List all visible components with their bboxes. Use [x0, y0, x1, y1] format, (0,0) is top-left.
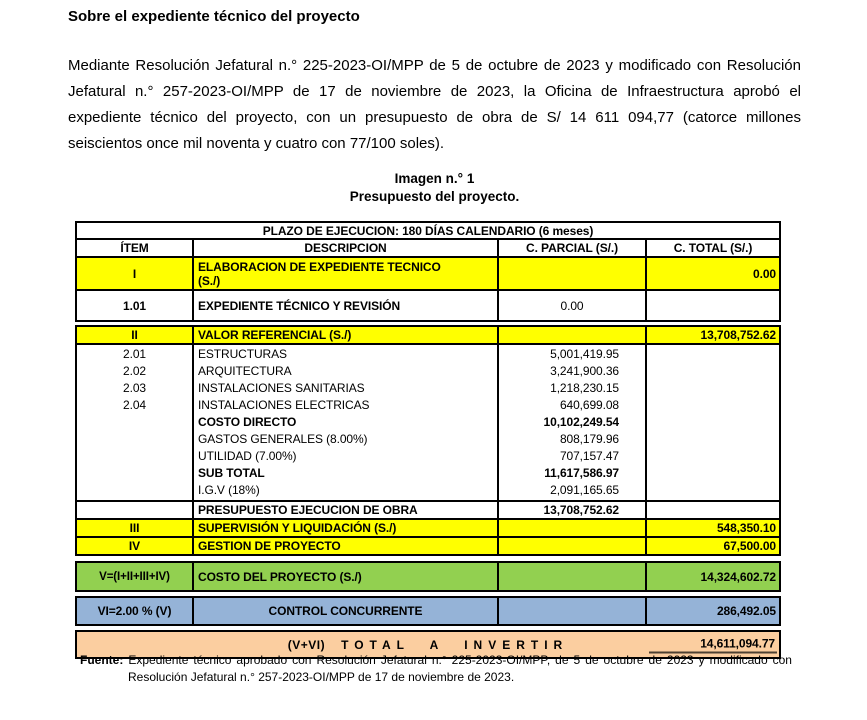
item-number: 2.04 [123, 398, 146, 412]
item-number: 2.02 [123, 364, 146, 378]
item-cell: 1.01 [123, 298, 146, 313]
item-cell: V=(I+II+III+IV) [99, 570, 170, 583]
item-cell: VI=2.00 % (V) [97, 604, 172, 618]
total-prefix: (V+VI) [287, 637, 326, 652]
desc-line: I.G.V (18%) [198, 483, 260, 497]
desc-line: COSTO DIRECTO [198, 415, 297, 429]
parcial-cell [497, 258, 645, 289]
desc-line: ARQUITECTURA [198, 364, 292, 378]
table-detail-block [75, 343, 781, 502]
image-caption-title: Presupuesto del proyecto. [349, 189, 520, 204]
parcial-cell: 0.00 [497, 291, 645, 320]
grand-total-value: 14,611,094.77 [649, 636, 777, 653]
item-cell: III [129, 521, 140, 535]
source-text: Expediente técnico aprobado con Resolución Jefatural n.° 225-2023-OI/MPP, de 5 de octubre de 2023 y modificado con Resolución Jefatural n.° 257-2023-OI/MPP de 17 de noviembre de 2023. [128, 653, 792, 684]
desc-cell: COSTO DEL PROYECTO (S./) [192, 563, 497, 590]
table-row-iv [75, 536, 781, 556]
desc-cell: PRESUPUESTO EJECUCION DE OBRA [192, 502, 497, 518]
table-row-v-costo-proyecto [75, 561, 781, 592]
parcial-value: 2,091,165.65 [550, 483, 619, 497]
parcial-cell [497, 345, 645, 500]
parcial-cell [497, 520, 645, 536]
col-header-parcial: C. PARCIAL (S/.) [497, 240, 645, 256]
desc-cell: CONTROL CONCURRENTE [192, 598, 497, 624]
table-row-1-01 [75, 289, 781, 322]
total-cell: 14,324,602.72 [645, 563, 779, 590]
parcial-value: 10,102,249.54 [543, 415, 619, 429]
desc-line: INSTALACIONES SANITARIAS [198, 381, 365, 395]
parcial-cell [497, 563, 645, 590]
parcial-cell [497, 327, 645, 343]
desc-cell: SUPERVISIÓN Y LIQUIDACIÓN (S./) [192, 520, 497, 536]
col-header-item: ÍTEM [120, 241, 149, 255]
total-cell: 67,500.00 [645, 538, 779, 554]
desc-cell [192, 345, 497, 500]
col-header-total: C. TOTAL (S/.) [645, 240, 779, 256]
item-cell: IV [128, 539, 141, 553]
table-row-vi-control-concurrente [75, 596, 781, 626]
parcial-cell [497, 598, 645, 624]
desc-line: ESTRUCTURAS [198, 347, 287, 361]
table-header-row [75, 238, 781, 258]
table-row-i [75, 256, 781, 291]
intro-paragraph: Mediante Resolución Jefatural n.° 225-2023-OI/MPP de 5 de octubre de 2023 y modificado con Resolución Jefatural n.° 257-2023-OI/MPP de 17 de noviembre de 2023, la Oficina de Infraestructura aprobó el expediente técnico del proyecto, con un presupuesto de obra de S/ 14 611 094,77 (catorce millones seiscientos once mil noventa y cuatro con 77/100 soles). [68, 57, 801, 152]
desc-line: ELABORACION DE EXPEDIENTE TECNICO [198, 260, 441, 274]
image-caption [68, 170, 801, 206]
parcial-value: 707,157.47 [559, 449, 619, 463]
parcial-cell: 13,708,752.62 [497, 502, 645, 518]
item-cell [77, 502, 192, 518]
desc-line: INSTALACIONES ELECTRICAS [198, 398, 370, 412]
document-heading: Sobre el expediente técnico del proyecto [68, 8, 360, 25]
parcial-value: 3,241,900.36 [550, 364, 619, 378]
desc-line: SUB TOTAL [198, 466, 265, 480]
table-row-ii [75, 325, 781, 345]
item-number: 2.01 [123, 347, 146, 361]
table-title: PLAZO DE EJECUCION: 180 DÍAS CALENDARIO (6 meses) [262, 223, 594, 238]
total-cell [645, 345, 779, 500]
item-cell: I [132, 266, 137, 281]
desc-cell: VALOR REFERENCIAL (S./) [192, 327, 497, 343]
desc-line: (S./) [198, 274, 221, 288]
total-cell: 286,492.05 [645, 598, 779, 624]
parcial-value: 640,699.08 [559, 398, 619, 412]
budget-table [75, 221, 781, 659]
parcial-value: 5,001,419.95 [550, 347, 619, 361]
desc-cell [192, 258, 497, 289]
table-row-iii [75, 518, 781, 538]
source-label: Fuente: [80, 653, 124, 667]
col-header-descripcion: DESCRIPCION [192, 240, 497, 256]
parcial-value: 11,617,586.97 [544, 466, 619, 480]
total-cell: 13,708,752.62 [645, 327, 779, 343]
image-caption-number: Imagen n.° 1 [394, 171, 475, 186]
desc-cell: EXPEDIENTE TÉCNICO Y REVISIÓN [192, 291, 497, 320]
parcial-value: 1,218,230.15 [550, 381, 619, 395]
table-row-presupuesto-obra [75, 500, 781, 520]
table-title-row [75, 221, 781, 240]
desc-cell: GESTION DE PROYECTO [192, 538, 497, 554]
total-cell: 0.00 [645, 258, 779, 289]
total-cell [645, 291, 779, 320]
item-cell [77, 345, 192, 500]
source-note [80, 652, 792, 686]
desc-line: UTILIDAD (7.00%) [198, 449, 297, 463]
item-number: 2.03 [123, 381, 146, 395]
parcial-cell [497, 538, 645, 554]
desc-line: GASTOS GENERALES (8.00%) [198, 432, 368, 446]
total-text: TOTAL A INVERTIR [341, 637, 569, 652]
total-label [288, 638, 568, 652]
item-cell: II [131, 328, 138, 342]
total-cell [645, 502, 779, 518]
parcial-value: 808,179.96 [559, 432, 619, 446]
total-cell: 548,350.10 [645, 520, 779, 536]
